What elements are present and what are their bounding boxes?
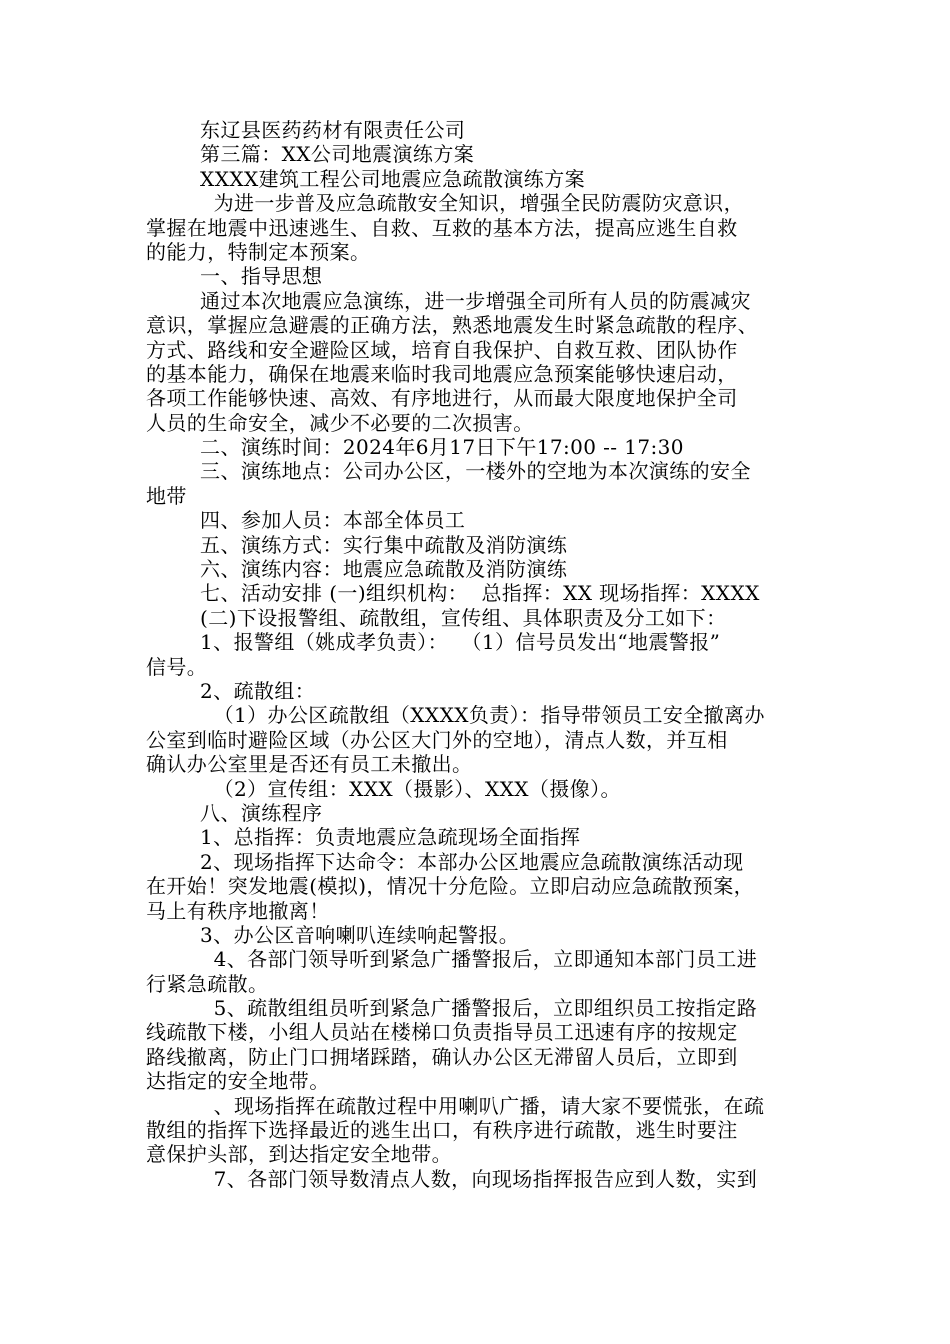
text-line: 地带 [146, 483, 187, 508]
text-line: 的能力，特制定本预案。 [146, 239, 371, 264]
text-line: 3、办公区音响喇叭连续响起警报。 [146, 922, 520, 947]
text-line: 二、演练时间：2024年6月17日下午17:00 -- 17:30 [146, 435, 684, 460]
text-line: 散组的指挥下选择最近的逃生出口，有秩序进行疏散，逃生时要注 [146, 1118, 738, 1143]
text-line: 马上有秩序地撤离！ [146, 898, 330, 923]
text-line: 三、演练地点：公司办公区，一楼外的空地为本次演练的安全 [146, 459, 751, 484]
text-line: 行紧急疏散。 [146, 971, 269, 996]
text-line: 五、演练方式：实行集中疏散及消防演练 [146, 532, 568, 557]
text-line: (二)下设报警组、疏散组，宣传组、具体职责及分工如下： [146, 605, 727, 630]
text-line: 1、总指挥：负责地震应急疏现场全面指挥 [146, 825, 581, 850]
text-line: 方式、路线和安全避险区域，培育自我保护、自救互救、团队协作 [146, 337, 738, 362]
text-line: 四、参加人员：本部全体员工 [146, 508, 466, 533]
text-line: 八、演练程序 [146, 800, 323, 825]
text-line: 人员的生命安全，减少不必要的二次损害。 [146, 410, 534, 435]
text-line: 掌握在地震中迅速逃生、自救、互救的基本方法，提高应逃生自救 [146, 215, 738, 240]
text-line: 一、指导思想 [146, 264, 323, 289]
text-line: 5、疏散组组员听到紧急广播警报后，立即组织员工按指定路 [146, 996, 758, 1021]
text-line: 1、报警组（姚成孝负责）： （1）信号员发出“地震警报” [146, 630, 721, 655]
text-line: 通过本次地震应急演练，进一步增强全司所有人员的防震减灾 [146, 288, 751, 313]
text-line: 六、演练内容：地震应急疏散及消防演练 [146, 557, 568, 582]
text-line: 的基本能力，确保在地震来临时我司地震应急预案能够快速启动， [146, 361, 738, 386]
text-line: 七、活动安排 (一)组织机构： 总指挥：XX 现场指挥：XXXX [146, 581, 760, 606]
text-line: 公室到临时避险区域（办公区大门外的空地），清点人数，并互相 [146, 727, 728, 752]
document-body [146, 118, 806, 1191]
text-line: （2）宣传组：XXX（摄影）、XXX（摄像）。 [146, 776, 621, 801]
text-line: 4、各部门领导听到紧急广播警报后，立即通知本部门员工进 [146, 947, 758, 972]
text-line: 、现场指挥在疏散过程中用喇叭广播，请大家不要慌张，在疏 [146, 1093, 765, 1118]
text-line: 在开始！突发地震(模拟)，情况十分危险。立即启动应急疏散预案， [146, 874, 755, 899]
text-line: 各项工作能够快速、高效、有序地进行，从而最大限度地保护全司 [146, 386, 738, 411]
text-line: 意保护头部，到达指定安全地带。 [146, 1142, 452, 1167]
text-line: 东辽县医药药材有限责任公司 [146, 118, 466, 142]
text-line: 为进一步普及应急疏散安全知识，增强全民防震防灾意识， [146, 191, 744, 216]
text-line: 意识，掌握应急避震的正确方法，熟悉地震发生时紧急疏散的程序、 [146, 313, 758, 338]
text-line: 2、现场指挥下达命令：本部办公区地震应急疏散演练活动现 [146, 849, 744, 874]
text-line: 第三篇：XX公司地震演练方案 [146, 142, 475, 167]
text-line: 信号。 [146, 654, 208, 679]
text-line: 达指定的安全地带。 [146, 1069, 330, 1094]
text-line: 2、疏散组： [146, 678, 316, 703]
text-line: 路线撤离，防止门口拥堵踩踏，确认办公区无滞留人员后，立即到 [146, 1044, 738, 1069]
text-line: 7、各部门领导数清点人数，向现场指挥报告应到人数，实到 [146, 1166, 758, 1191]
text-line: （1）办公区疏散组（XXXX负责）：指导带领员工安全撤离办 [146, 703, 765, 728]
text-line: XXXX建筑工程公司地震应急疏散演练方案 [146, 166, 586, 191]
text-line: 确认办公室里是否还有员工未撤出。 [146, 752, 473, 777]
text-line: 线疏散下楼，小组人员站在楼梯口负责指导员工迅速有序的按规定 [146, 1020, 738, 1045]
